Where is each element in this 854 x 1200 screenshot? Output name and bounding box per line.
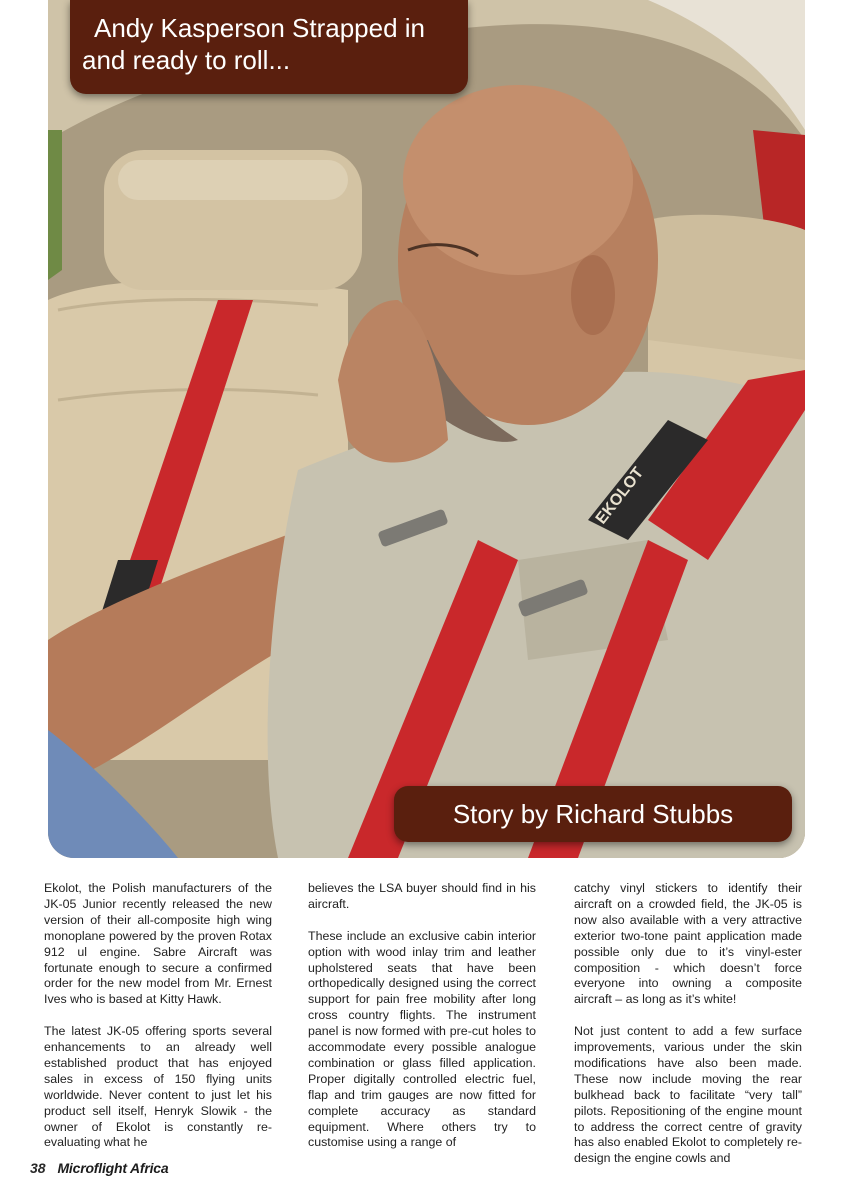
article-paragraph: Not just content to add a few surface improvements, various under the skin modifications have also been made. These now include moving the rear bulkhead back to facilitate “very tall” pilots. Repositioning of the engine mount to address the correct centre of gravity has also enabled Ekolot to completely re-design the engine cowls and — [574, 1024, 802, 1166]
article-column-3 — [574, 881, 802, 1183]
harness-brand-text: EKOLOT — [592, 464, 648, 528]
article-paragraph: Ekolot, the Polish manufacturers of the JK-05 Junior recently released the new version of their all-composite high wing monoplane powered by the proven Rotax 912 ul engine. Sabre Aircraft was fortunate enough to secure a confirmed order for the new model from Mr. Ernest Ives who is based at Kitty Hawk. — [44, 881, 272, 1007]
article-paragraph: The latest JK-05 offering sports several enhancements to an already well established product that has enjoyed sales in excess of 150 flying units worldwide. Never content to just let his product sell itself, Henryk Slowik - the owner of Ekolot is constantly re-evaluating what he — [44, 1024, 272, 1150]
story-byline: Story by Richard Stubbs — [394, 786, 792, 842]
page-footer — [30, 1160, 168, 1180]
pilot-illustration — [48, 0, 805, 858]
article-paragraph: believes the LSA buyer should find in his aircraft. — [308, 881, 536, 911]
photo-caption-title — [70, 0, 468, 94]
article-paragraph: catchy vinyl stickers to identify their aircraft on a crowded field, the JK-05 is now also available with a very attractive exterior two-tone paint application made possible only due to it’s vinyl-ester composition - which doesn’t force everyone into owning a composite aircraft – as long as it’s white! — [574, 881, 802, 1007]
page-number: 38 — [30, 1160, 46, 1176]
article-column-2 — [308, 881, 536, 1167]
article-paragraph: These include an exclusive cabin interior option with wood inlay trim and leather upholstered seats that have been orthopedically designed using the correct support for pain free mobility after long cross country flights. The instrument panel is now formed with pre-cut holes to accommodate every possible analogue combination or glass filled application. Proper digitally controlled electric fuel, flap and trim gauges are now fitted for complete accuracy as standard equipment. Where others try to customise using a range of — [308, 928, 536, 1150]
article-column-1 — [44, 881, 272, 1167]
cockpit-photo — [48, 0, 805, 858]
caption-title-line-1: Andy Kasperson Strapped in — [94, 13, 425, 43]
caption-title-line-2: and ready to roll... — [82, 45, 291, 75]
magazine-title: Microflight Africa — [57, 1160, 169, 1176]
